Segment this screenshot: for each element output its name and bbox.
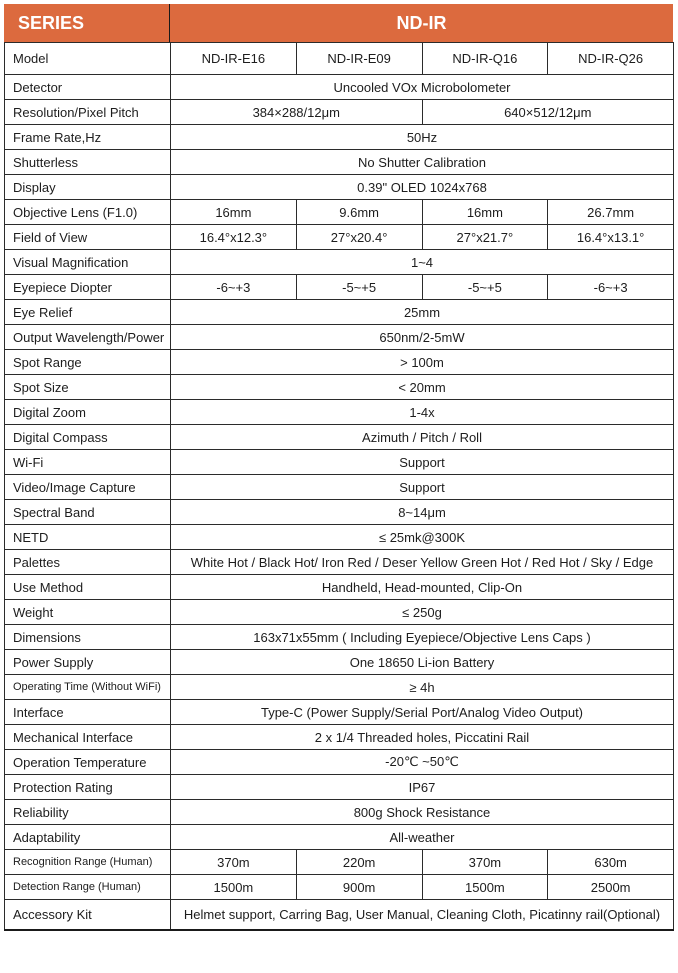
series-name-header-cell: ND-IR: [396, 12, 447, 33]
spec-row: [5, 43, 674, 75]
row-label: Detection Range (Human): [5, 875, 171, 900]
spec-value-cell: 27°x21.7°: [422, 225, 548, 250]
row-label: Accessory Kit: [5, 900, 171, 930]
spec-row: [5, 350, 674, 375]
spec-row: [5, 675, 674, 700]
spec-value-cell: 9.6mm: [296, 200, 422, 225]
row-label: Visual Magnification: [5, 250, 171, 275]
spec-row: [5, 275, 674, 300]
spec-row: [5, 525, 674, 550]
row-label: Mechanical Interface: [5, 725, 171, 750]
spec-value-cell: 16.4°x13.1°: [548, 225, 674, 250]
row-label: Spectral Band: [5, 500, 171, 525]
row-label: Video/Image Capture: [5, 475, 171, 500]
row-label: Eyepiece Diopter: [5, 275, 171, 300]
spec-value-cell: < 20mm: [171, 375, 674, 400]
spec-row: [5, 625, 674, 650]
spec-value-cell: -20℃ ~50℃: [171, 750, 674, 775]
spec-value-cell: 900m: [296, 875, 422, 900]
spec-row: [5, 550, 674, 575]
spec-row: [5, 600, 674, 625]
row-label: Spot Size: [5, 375, 171, 400]
spec-row: [5, 650, 674, 675]
spec-value-cell: ND-IR-E16: [171, 43, 297, 75]
row-label: Wi-Fi: [5, 450, 171, 475]
spec-value-cell: 630m: [548, 850, 674, 875]
row-label: Dimensions: [5, 625, 171, 650]
spec-sheet: [4, 4, 673, 931]
spec-table-body: [5, 43, 674, 930]
spec-row: [5, 425, 674, 450]
row-label: NETD: [5, 525, 171, 550]
spec-value-cell: -5~+5: [422, 275, 548, 300]
spec-value-cell: Uncooled VOx Microbolometer: [171, 75, 674, 100]
spec-row: [5, 325, 674, 350]
row-label: Frame Rate,Hz: [5, 125, 171, 150]
spec-value-cell: Support: [171, 450, 674, 475]
spec-value-cell: No Shutter Calibration: [171, 150, 674, 175]
spec-value-cell: One 18650 Li-ion Battery: [171, 650, 674, 675]
row-label: Model: [5, 43, 171, 75]
spec-row: [5, 500, 674, 525]
row-label: Reliability: [5, 800, 171, 825]
row-label: Operation Temperature: [5, 750, 171, 775]
spec-row: [5, 225, 674, 250]
spec-value-cell: 2500m: [548, 875, 674, 900]
spec-value-cell: 384×288/12μm: [171, 100, 423, 125]
row-label: Operating Time (Without WiFi): [5, 675, 171, 700]
spec-value-cell: -6~+3: [171, 275, 297, 300]
spec-value-cell: 370m: [171, 850, 297, 875]
row-label: Use Method: [5, 575, 171, 600]
spec-value-cell: 163x71x55mm ( Including Eyepiece/Objective Lens Caps ): [171, 625, 674, 650]
spec-row: [5, 750, 674, 775]
spec-value-cell: ≥ 4h: [171, 675, 674, 700]
spec-value-cell: 16.4°x12.3°: [171, 225, 297, 250]
spec-row: [5, 100, 674, 125]
spec-value-cell: Type-C (Power Supply/Serial Port/Analog Video Output): [171, 700, 674, 725]
spec-value-cell: 8~14μm: [171, 500, 674, 525]
spec-row: [5, 400, 674, 425]
row-label: Detector: [5, 75, 171, 100]
spec-value-cell: 16mm: [171, 200, 297, 225]
spec-row: [5, 850, 674, 875]
spec-row: [5, 375, 674, 400]
spec-value-cell: > 100m: [171, 350, 674, 375]
spec-row: [5, 200, 674, 225]
spec-row: [5, 800, 674, 825]
spec-row: [5, 250, 674, 275]
row-label: Spot Range: [5, 350, 171, 375]
row-label: Field of View: [5, 225, 171, 250]
spec-row: [5, 125, 674, 150]
row-label: Resolution/Pixel Pitch: [5, 100, 171, 125]
spec-value-cell: 800g Shock Resistance: [171, 800, 674, 825]
row-label: Output Wavelength/Power: [5, 325, 171, 350]
spec-row: [5, 575, 674, 600]
spec-value-cell: 1500m: [171, 875, 297, 900]
spec-value-cell: ≤ 25mk@300K: [171, 525, 674, 550]
spec-value-cell: 16mm: [422, 200, 548, 225]
spec-value-cell: White Hot / Black Hot/ Iron Red / Deser Yellow Green Hot / Red Hot / Sky / Edge: [171, 550, 674, 575]
spec-value-cell: 1~4: [171, 250, 674, 275]
spec-row: [5, 450, 674, 475]
spec-table: [4, 42, 674, 931]
spec-value-cell: 26.7mm: [548, 200, 674, 225]
spec-value-cell: 1500m: [422, 875, 548, 900]
spec-value-cell: Support: [171, 475, 674, 500]
spec-value-cell: Helmet support, Carring Bag, User Manual, Cleaning Cloth, Picatinny rail(Optional): [171, 900, 674, 930]
spec-value-cell: Handheld, Head-mounted, Clip-On: [171, 575, 674, 600]
row-label: Power Supply: [5, 650, 171, 675]
spec-value-cell: 1-4x: [171, 400, 674, 425]
spec-value-cell: 220m: [296, 850, 422, 875]
spec-value-cell: 370m: [422, 850, 548, 875]
spec-value-cell: -6~+3: [548, 275, 674, 300]
row-label: Shutterless: [5, 150, 171, 175]
spec-row: [5, 175, 674, 200]
spec-value-cell: ND-IR-Q16: [422, 43, 548, 75]
spec-value-cell: 50Hz: [171, 125, 674, 150]
spec-value-cell: IP67: [171, 775, 674, 800]
spec-value-cell: ≤ 250g: [171, 600, 674, 625]
row-label: Digital Compass: [5, 425, 171, 450]
spec-value-cell: 640×512/12μm: [422, 100, 674, 125]
spec-value-cell: 650nm/2-5mW: [171, 325, 674, 350]
spec-value-cell: 27°x20.4°: [296, 225, 422, 250]
spec-value-cell: 25mm: [171, 300, 674, 325]
spec-value-cell: 0.39" OLED 1024x768: [171, 175, 674, 200]
spec-value-cell: All-weather: [171, 825, 674, 850]
spec-row: [5, 150, 674, 175]
spec-row: [5, 700, 674, 725]
spec-value-cell: ND-IR-E09: [296, 43, 422, 75]
series-header-cell: SERIES: [4, 4, 170, 42]
row-label: Protection Rating: [5, 775, 171, 800]
row-label: Interface: [5, 700, 171, 725]
row-label: Palettes: [5, 550, 171, 575]
row-label: Digital Zoom: [5, 400, 171, 425]
spec-value-cell: -5~+5: [296, 275, 422, 300]
spec-row: [5, 775, 674, 800]
row-label: Objective Lens (F1.0): [5, 200, 171, 225]
spec-row: [5, 300, 674, 325]
spec-row: [5, 900, 674, 930]
spec-value-cell: Azimuth / Pitch / Roll: [171, 425, 674, 450]
spec-table-header: [4, 4, 673, 42]
spec-value-cell: ND-IR-Q26: [548, 43, 674, 75]
spec-row: [5, 725, 674, 750]
spec-row: [5, 875, 674, 900]
row-label: Eye Relief: [5, 300, 171, 325]
row-label: Weight: [5, 600, 171, 625]
spec-row: [5, 75, 674, 100]
spec-value-cell: 2 x 1/4 Threaded holes, Piccatini Rail: [171, 725, 674, 750]
row-label: Display: [5, 175, 171, 200]
row-label: Adaptability: [5, 825, 171, 850]
spec-row: [5, 475, 674, 500]
row-label: Recognition Range (Human): [5, 850, 171, 875]
spec-row: [5, 825, 674, 850]
